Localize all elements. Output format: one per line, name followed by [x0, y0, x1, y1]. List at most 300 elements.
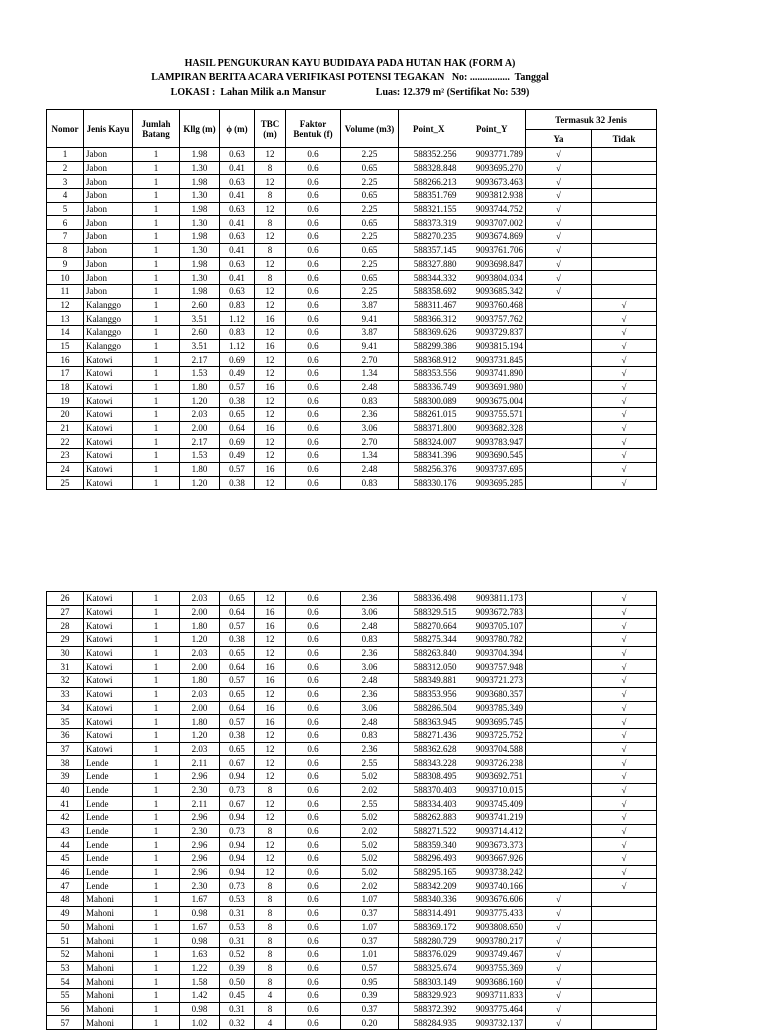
cell-phi: 0.65 — [220, 742, 255, 756]
cell-point-x: 588369.626 — [399, 325, 459, 339]
cell-jumlah-batang: 1 — [133, 339, 180, 353]
cell-volume: 0.83 — [341, 394, 399, 408]
cell-phi: 0.41 — [220, 271, 255, 285]
cell-tbc: 16 — [255, 715, 286, 729]
cell-ya — [526, 148, 592, 162]
cell-tbc: 12 — [255, 865, 286, 879]
cell-point-x: 588300.089 — [399, 394, 459, 408]
cell-nomor: 36 — [47, 728, 84, 742]
table-row — [47, 879, 657, 893]
cell-nomor: 55 — [47, 988, 84, 1002]
cell-volume: 0.65 — [341, 271, 399, 285]
cell-nomor: 41 — [47, 797, 84, 811]
cell-tidak — [592, 728, 657, 742]
cell-tbc: 12 — [255, 476, 286, 490]
cell-volume: 0.39 — [341, 988, 399, 1002]
cell-point-y: 9093690.545 — [459, 449, 526, 463]
cell-tbc: 16 — [255, 605, 286, 619]
cell-jumlah-batang: 1 — [133, 175, 180, 189]
cell-nomor: 21 — [47, 421, 84, 435]
cell-faktor-bentuk: 0.6 — [286, 633, 341, 647]
cell-phi: 0.64 — [220, 701, 255, 715]
cell-faktor-bentuk: 0.6 — [286, 715, 341, 729]
cell-jumlah-batang: 1 — [133, 961, 180, 975]
cell-faktor-bentuk: 0.6 — [286, 175, 341, 189]
cell-point-x: 588262.883 — [399, 811, 459, 825]
cell-tbc: 12 — [255, 175, 286, 189]
cell-point-y: 9093686.160 — [459, 975, 526, 989]
cell-ya — [526, 394, 592, 408]
cell-ya — [526, 435, 592, 449]
table-row — [47, 394, 657, 408]
cell-kllg: 2.11 — [180, 797, 220, 811]
cell-kllg: 0.98 — [180, 934, 220, 948]
cell-nomor: 20 — [47, 408, 84, 422]
cell-volume: 2.25 — [341, 175, 399, 189]
cell-ya — [526, 811, 592, 825]
cell-point-x: 588327.880 — [399, 257, 459, 271]
cell-point-y: 9093710.015 — [459, 783, 526, 797]
cell-volume: 2.70 — [341, 435, 399, 449]
col-tbc: TBC (m) — [255, 110, 286, 148]
cell-phi: 0.41 — [220, 161, 255, 175]
cell-volume: 3.06 — [341, 701, 399, 715]
checkmark-icon: √ — [621, 477, 627, 488]
measurement-table-page-1 — [46, 109, 657, 490]
checkmark-icon: √ — [556, 163, 561, 174]
cell-faktor-bentuk: 0.6 — [286, 646, 341, 660]
cell-kllg: 1.20 — [180, 728, 220, 742]
cell-phi: 0.63 — [220, 230, 255, 244]
cell-ya — [526, 852, 592, 866]
cell-jumlah-batang: 1 — [133, 367, 180, 381]
cell-phi: 0.49 — [220, 367, 255, 381]
cell-point-x: 588370.403 — [399, 783, 459, 797]
cell-phi: 0.57 — [220, 715, 255, 729]
cell-tbc: 8 — [255, 906, 286, 920]
checkmark-icon: √ — [621, 812, 627, 823]
cell-point-x: 588275.344 — [399, 633, 459, 647]
cell-tidak — [592, 421, 657, 435]
cell-faktor-bentuk: 0.6 — [286, 687, 341, 701]
cell-phi: 0.63 — [220, 175, 255, 189]
table-row — [47, 865, 657, 879]
cell-jenis-kayu: Jabon — [84, 230, 133, 244]
cell-kllg: 2.03 — [180, 687, 220, 701]
cell-phi: 0.38 — [220, 633, 255, 647]
cell-tidak — [592, 367, 657, 381]
cell-jenis-kayu: Mahoni — [84, 920, 133, 934]
cell-point-y: 9093780.782 — [459, 633, 526, 647]
cell-kllg: 1.20 — [180, 394, 220, 408]
cell-ya — [526, 312, 592, 326]
cell-point-y: 9093667.926 — [459, 852, 526, 866]
cell-phi: 1.12 — [220, 339, 255, 353]
cell-phi: 0.49 — [220, 449, 255, 463]
cell-jumlah-batang: 1 — [133, 742, 180, 756]
cell-nomor: 34 — [47, 701, 84, 715]
cell-tidak — [592, 161, 657, 175]
cell-ya — [526, 421, 592, 435]
cell-kllg: 1.98 — [180, 202, 220, 216]
table-row — [47, 852, 657, 866]
cell-phi: 0.38 — [220, 476, 255, 490]
checkmark-icon: √ — [621, 395, 627, 406]
cell-point-y: 9093740.166 — [459, 879, 526, 893]
cell-volume: 2.02 — [341, 824, 399, 838]
cell-kllg: 1.42 — [180, 988, 220, 1002]
table-row — [47, 1016, 657, 1030]
cell-nomor: 17 — [47, 367, 84, 381]
cell-tidak — [592, 975, 657, 989]
cell-jenis-kayu: Katowi — [84, 701, 133, 715]
cell-tbc: 12 — [255, 449, 286, 463]
cell-kllg: 2.03 — [180, 592, 220, 606]
cell-phi: 0.94 — [220, 852, 255, 866]
cell-ya — [526, 988, 592, 1002]
checkmark-icon: √ — [621, 689, 627, 700]
cell-tbc: 8 — [255, 161, 286, 175]
cell-faktor-bentuk: 0.6 — [286, 408, 341, 422]
cell-point-x: 588284.935 — [399, 1016, 459, 1030]
cell-tbc: 12 — [255, 592, 286, 606]
cell-nomor: 27 — [47, 605, 84, 619]
checkmark-icon: √ — [621, 675, 627, 686]
cell-jumlah-batang: 1 — [133, 687, 180, 701]
table-row — [47, 592, 657, 606]
cell-faktor-bentuk: 0.6 — [286, 243, 341, 257]
checkmark-icon: √ — [621, 354, 627, 365]
cell-phi: 0.69 — [220, 353, 255, 367]
cell-volume: 3.06 — [341, 660, 399, 674]
cell-kllg: 3.51 — [180, 312, 220, 326]
table-row — [47, 230, 657, 244]
cell-jumlah-batang: 1 — [133, 633, 180, 647]
checkmark-icon: √ — [556, 976, 561, 987]
cell-phi: 0.57 — [220, 380, 255, 394]
cell-tidak — [592, 216, 657, 230]
cell-phi: 0.94 — [220, 811, 255, 825]
checkmark-icon: √ — [621, 299, 627, 310]
cell-nomor: 38 — [47, 756, 84, 770]
cell-point-y: 9093760.468 — [459, 298, 526, 312]
cell-point-x: 588349.881 — [399, 674, 459, 688]
cell-faktor-bentuk: 0.6 — [286, 769, 341, 783]
cell-ya — [526, 728, 592, 742]
cell-jumlah-batang: 1 — [133, 216, 180, 230]
cell-kllg: 2.30 — [180, 783, 220, 797]
cell-kllg: 1.02 — [180, 1016, 220, 1030]
cell-phi: 0.31 — [220, 906, 255, 920]
cell-jenis-kayu: Lende — [84, 783, 133, 797]
cell-phi: 0.65 — [220, 687, 255, 701]
cell-phi: 0.39 — [220, 961, 255, 975]
cell-nomor: 30 — [47, 646, 84, 660]
cell-kllg: 1.98 — [180, 230, 220, 244]
cell-faktor-bentuk: 0.6 — [286, 148, 341, 162]
cell-phi: 0.45 — [220, 988, 255, 1002]
cell-tidak — [592, 715, 657, 729]
cell-faktor-bentuk: 0.6 — [286, 783, 341, 797]
cell-point-x: 588324.007 — [399, 435, 459, 449]
checkmark-icon: √ — [556, 149, 561, 160]
cell-tbc: 8 — [255, 216, 286, 230]
cell-ya — [526, 660, 592, 674]
cell-point-y: 9093692.751 — [459, 769, 526, 783]
cell-volume: 0.65 — [341, 161, 399, 175]
cell-ya — [526, 865, 592, 879]
cell-tidak — [592, 476, 657, 490]
checkmark-icon: √ — [556, 217, 561, 228]
cell-faktor-bentuk: 0.6 — [286, 367, 341, 381]
cell-ya — [526, 284, 592, 298]
cell-tidak — [592, 906, 657, 920]
cell-point-x: 588312.050 — [399, 660, 459, 674]
cell-tbc: 12 — [255, 367, 286, 381]
cell-ya — [526, 161, 592, 175]
cell-jumlah-batang: 1 — [133, 161, 180, 175]
cell-tbc: 8 — [255, 879, 286, 893]
cell-jumlah-batang: 1 — [133, 298, 180, 312]
cell-faktor-bentuk: 0.6 — [286, 906, 341, 920]
checkmark-icon: √ — [621, 327, 627, 338]
cell-volume: 1.01 — [341, 947, 399, 961]
cell-point-y: 9093673.463 — [459, 175, 526, 189]
cell-point-y: 9093704.394 — [459, 646, 526, 660]
cell-volume: 5.02 — [341, 769, 399, 783]
cell-jumlah-batang: 1 — [133, 257, 180, 271]
cell-point-y: 9093771.789 — [459, 148, 526, 162]
cell-point-x: 588336.749 — [399, 380, 459, 394]
col-faktor-bentuk: Faktor Bentuk (f) — [286, 110, 341, 148]
cell-tidak — [592, 961, 657, 975]
cell-jumlah-batang: 1 — [133, 271, 180, 285]
cell-point-x: 588372.392 — [399, 1002, 459, 1016]
cell-volume: 3.06 — [341, 605, 399, 619]
cell-ya — [526, 893, 592, 907]
cell-jumlah-batang: 1 — [133, 148, 180, 162]
cell-point-x: 588358.692 — [399, 284, 459, 298]
cell-phi: 0.73 — [220, 879, 255, 893]
table-row — [47, 353, 657, 367]
cell-volume: 0.65 — [341, 189, 399, 203]
checkmark-icon: √ — [621, 716, 627, 727]
checkmark-icon: √ — [621, 771, 627, 782]
cell-volume: 3.87 — [341, 298, 399, 312]
cell-kllg: 1.20 — [180, 476, 220, 490]
cell-ya — [526, 906, 592, 920]
cell-point-y: 9093698.847 — [459, 257, 526, 271]
cell-ya — [526, 824, 592, 838]
cell-volume: 0.37 — [341, 1002, 399, 1016]
cell-tbc: 12 — [255, 408, 286, 422]
cell-jenis-kayu: Jabon — [84, 189, 133, 203]
cell-jumlah-batang: 1 — [133, 906, 180, 920]
cell-faktor-bentuk: 0.6 — [286, 811, 341, 825]
cell-nomor: 56 — [47, 1002, 84, 1016]
table-body-page-1 — [47, 148, 657, 490]
cell-tbc: 12 — [255, 202, 286, 216]
col-ya: Ya — [526, 130, 592, 148]
cell-jumlah-batang: 1 — [133, 893, 180, 907]
cell-tbc: 12 — [255, 257, 286, 271]
cell-faktor-bentuk: 0.6 — [286, 312, 341, 326]
cell-tidak — [592, 257, 657, 271]
col-phi: ϕ (m) — [220, 110, 255, 148]
cell-faktor-bentuk: 0.6 — [286, 852, 341, 866]
cell-phi: 0.53 — [220, 893, 255, 907]
cell-tbc: 12 — [255, 646, 286, 660]
cell-volume: 1.34 — [341, 449, 399, 463]
cell-tbc: 8 — [255, 271, 286, 285]
cell-point-y: 9093674.869 — [459, 230, 526, 244]
cell-volume: 1.07 — [341, 920, 399, 934]
cell-kllg: 1.30 — [180, 161, 220, 175]
cell-jumlah-batang: 1 — [133, 284, 180, 298]
cell-tbc: 12 — [255, 728, 286, 742]
checkmark-icon: √ — [621, 593, 627, 604]
cell-point-y: 9093808.650 — [459, 920, 526, 934]
cell-faktor-bentuk: 0.6 — [286, 619, 341, 633]
cell-point-x: 588325.674 — [399, 961, 459, 975]
cell-jumlah-batang: 1 — [133, 783, 180, 797]
col-group-32-jenis: Termasuk 32 Jenis — [526, 110, 657, 130]
checkmark-icon: √ — [621, 620, 627, 631]
table-row — [47, 893, 657, 907]
cell-tbc: 12 — [255, 230, 286, 244]
checkmark-icon: √ — [621, 880, 627, 891]
cell-tidak — [592, 435, 657, 449]
cell-jenis-kayu: Jabon — [84, 284, 133, 298]
cell-volume: 2.02 — [341, 879, 399, 893]
cell-faktor-bentuk: 0.6 — [286, 701, 341, 715]
cell-phi: 0.32 — [220, 1016, 255, 1030]
cell-phi: 0.65 — [220, 646, 255, 660]
cell-kllg: 3.51 — [180, 339, 220, 353]
cell-jumlah-batang: 1 — [133, 728, 180, 742]
cell-volume: 1.34 — [341, 367, 399, 381]
cell-phi: 0.83 — [220, 298, 255, 312]
cell-tbc: 8 — [255, 783, 286, 797]
cell-point-x: 588373.319 — [399, 216, 459, 230]
checkmark-icon: √ — [621, 730, 627, 741]
cell-point-x: 588340.336 — [399, 893, 459, 907]
cell-tidak — [592, 230, 657, 244]
cell-volume: 2.55 — [341, 797, 399, 811]
cell-point-x: 588342.209 — [399, 879, 459, 893]
table-row — [47, 920, 657, 934]
cell-point-y: 9093811.173 — [459, 592, 526, 606]
table-row — [47, 216, 657, 230]
cell-tidak — [592, 783, 657, 797]
checkmark-icon: √ — [621, 436, 627, 447]
cell-point-y: 9093775.464 — [459, 1002, 526, 1016]
cell-tidak — [592, 920, 657, 934]
checkmark-icon: √ — [556, 894, 561, 905]
cell-kllg: 2.00 — [180, 605, 220, 619]
cell-ya — [526, 408, 592, 422]
col-nomor: Nomor — [47, 110, 84, 148]
cell-point-y: 9093755.571 — [459, 408, 526, 422]
cell-tidak — [592, 797, 657, 811]
col-tidak: Tidak — [592, 130, 657, 148]
cell-volume: 2.48 — [341, 619, 399, 633]
cell-ya — [526, 975, 592, 989]
cell-point-x: 588314.491 — [399, 906, 459, 920]
cell-volume: 2.25 — [341, 230, 399, 244]
cell-nomor: 37 — [47, 742, 84, 756]
cell-phi: 0.57 — [220, 462, 255, 476]
cell-tidak — [592, 756, 657, 770]
cell-tidak — [592, 633, 657, 647]
cell-volume: 2.36 — [341, 687, 399, 701]
cell-ya — [526, 769, 592, 783]
table-row — [47, 257, 657, 271]
cell-phi: 0.38 — [220, 728, 255, 742]
cell-ya — [526, 189, 592, 203]
cell-point-y: 9093741.890 — [459, 367, 526, 381]
checkmark-icon: √ — [621, 661, 627, 672]
cell-tidak — [592, 408, 657, 422]
cell-jumlah-batang: 1 — [133, 865, 180, 879]
cell-jenis-kayu: Katowi — [84, 462, 133, 476]
cell-jenis-kayu: Jabon — [84, 175, 133, 189]
cell-jenis-kayu: Katowi — [84, 728, 133, 742]
checkmark-icon: √ — [556, 272, 561, 283]
table-row — [47, 947, 657, 961]
cell-kllg: 1.67 — [180, 920, 220, 934]
cell-point-x: 588270.664 — [399, 619, 459, 633]
cell-tbc: 16 — [255, 312, 286, 326]
cell-tidak — [592, 271, 657, 285]
cell-tidak — [592, 380, 657, 394]
table-row — [47, 189, 657, 203]
cell-tidak — [592, 592, 657, 606]
cell-tbc: 8 — [255, 1002, 286, 1016]
checkmark-icon: √ — [621, 368, 627, 379]
cell-faktor-bentuk: 0.6 — [286, 893, 341, 907]
cell-jumlah-batang: 1 — [133, 797, 180, 811]
cell-nomor: 24 — [47, 462, 84, 476]
cell-jenis-kayu: Katowi — [84, 476, 133, 490]
cell-jenis-kayu: Katowi — [84, 394, 133, 408]
cell-phi: 0.65 — [220, 408, 255, 422]
cell-nomor: 5 — [47, 202, 84, 216]
cell-jumlah-batang: 1 — [133, 756, 180, 770]
cell-point-y: 9093673.373 — [459, 838, 526, 852]
form-title: HASIL PENGUKURAN KAYU BUDIDAYA PADA HUTAN HAK (FORM A) — [184, 58, 516, 69]
cell-jenis-kayu: Lende — [84, 769, 133, 783]
cell-jumlah-batang: 1 — [133, 769, 180, 783]
cell-jumlah-batang: 1 — [133, 934, 180, 948]
cell-jenis-kayu: Mahoni — [84, 1002, 133, 1016]
table-row — [47, 742, 657, 756]
cell-nomor: 22 — [47, 435, 84, 449]
cell-nomor: 13 — [47, 312, 84, 326]
cell-ya — [526, 879, 592, 893]
cell-nomor: 26 — [47, 592, 84, 606]
cell-ya — [526, 449, 592, 463]
table-row — [47, 367, 657, 381]
cell-phi: 0.73 — [220, 824, 255, 838]
cell-point-y: 9093726.238 — [459, 756, 526, 770]
cell-kllg: 2.00 — [180, 421, 220, 435]
cell-tbc: 12 — [255, 756, 286, 770]
cell-ya — [526, 619, 592, 633]
cell-faktor-bentuk: 0.6 — [286, 797, 341, 811]
area-label: Luas: 12.379 m² (Sertifikat No: 539) — [375, 87, 530, 98]
cell-point-y: 9093780.217 — [459, 934, 526, 948]
